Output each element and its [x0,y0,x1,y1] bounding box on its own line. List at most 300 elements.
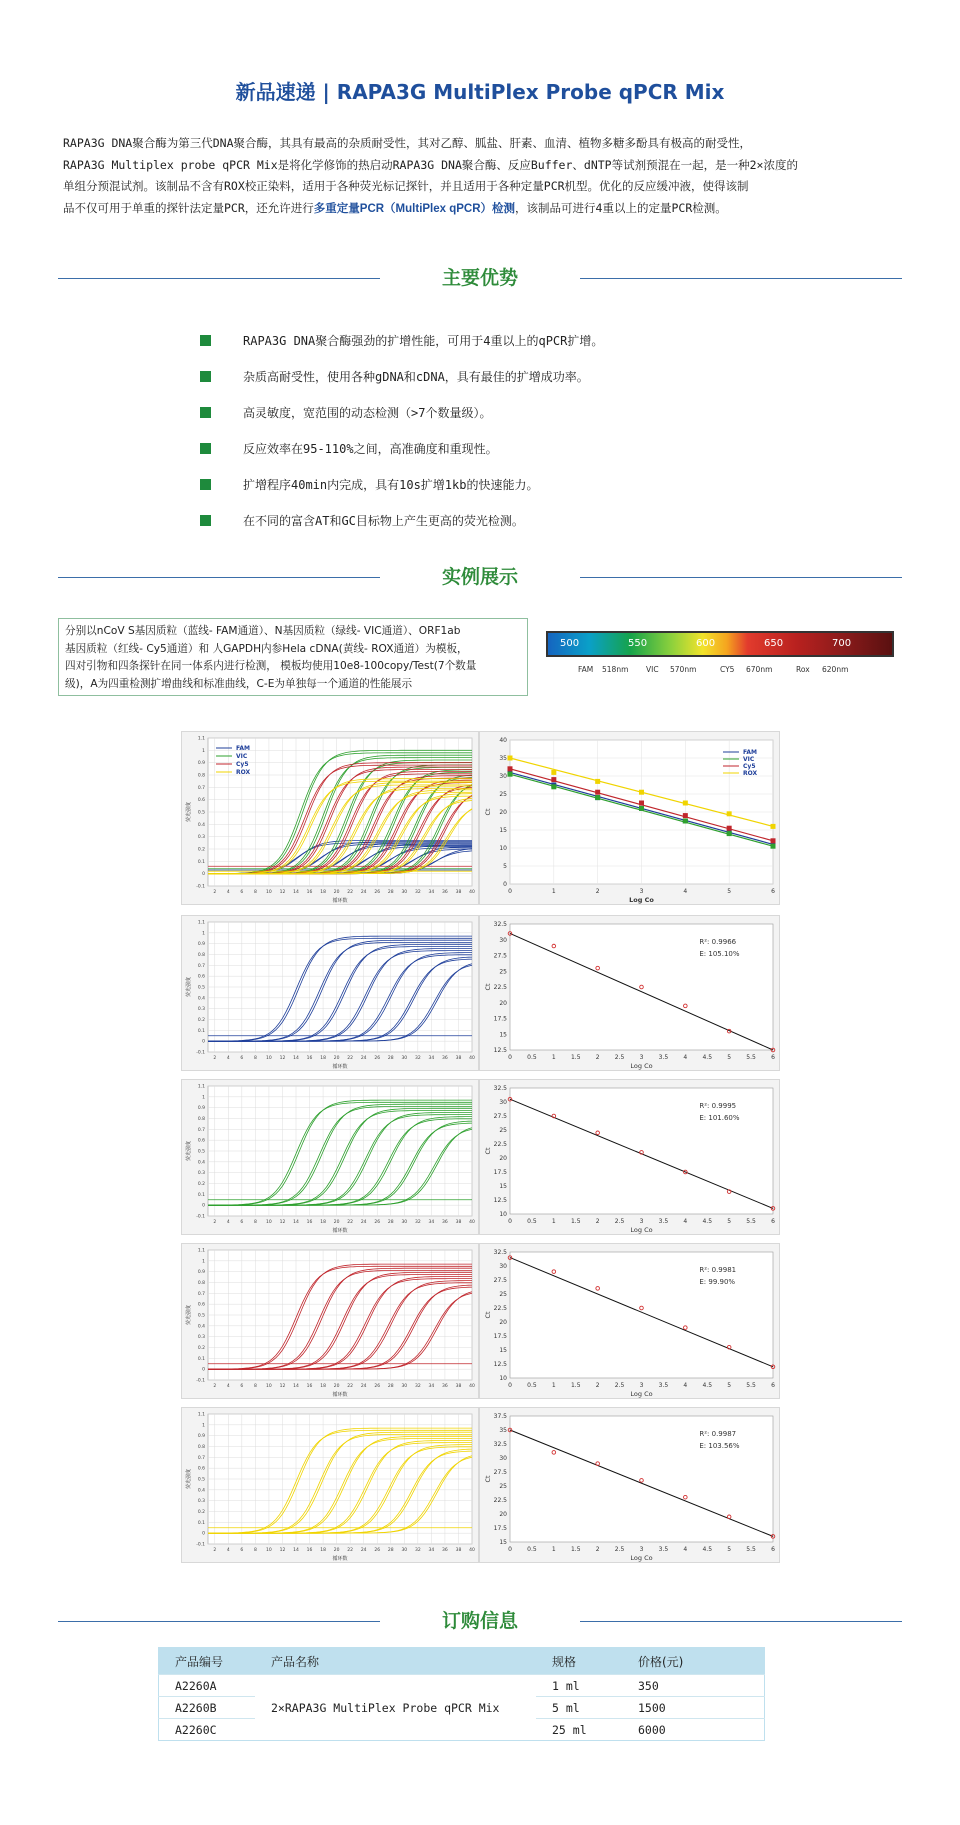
y-tick-label: 12.5 [493,1047,507,1054]
x-tick-label: 30 [401,1220,408,1225]
x-tick-label: 28 [387,1220,394,1225]
intro-highlight: 多重定量PCR（MultiPlex qPCR）检测 [313,202,516,215]
y-tick-label: 0.1 [197,859,205,865]
x-tick-label: 0 [508,888,512,895]
data-point [771,838,776,843]
x-tick-label: 0.5 [527,1218,537,1225]
y-tick-label: 0.8 [197,773,205,779]
standard-curve-chart-svg [480,732,781,906]
amplification-chart [181,731,479,905]
y-tick-label: 35 [499,1427,507,1434]
x-tick-label: 20 [333,890,340,895]
y-axis-label: 荧光强度 [186,801,192,823]
y-tick-label: 17.5 [493,1525,507,1532]
note-line: 基因质粒（红线- Cy5通道）和 人GAPDH内参Hela cDNA(黄线- ROX通道）为模板， [65,642,468,655]
data-point [508,766,513,771]
product-spec: 1 ml [536,1675,622,1697]
x-tick-label: 10 [266,1056,272,1061]
x-tick-label: 24 [360,1220,367,1225]
x-tick-label: 4.5 [702,1382,713,1389]
x-tick-label: 28 [387,890,394,895]
dye-label: FAM [578,665,594,674]
intro-line: RAPA3G DNA聚合酶为第三代DNA聚合酶，其具有最高的杂质耐受性，其对乙醇、胍盐、肝素、血清、植物多糖多酚具有极高的耐受性， [63,136,752,150]
data-point [771,824,776,829]
x-tick-label: 2 [595,1382,600,1389]
x-tick-label: 26 [374,1384,381,1389]
x-axis-label: Log Co [630,1390,653,1398]
y-tick-label: 20 [499,1155,507,1162]
x-tick-label: 40 [469,1220,475,1225]
x-tick-label: 4 [683,1054,688,1061]
list-item [200,394,760,430]
x-tick-label: 4 [226,1056,230,1061]
dye-label: 670nm [746,665,773,674]
x-tick-label: 16 [306,1384,313,1389]
column-header: 产品编号 [159,1648,256,1675]
x-tick-label: 2.5 [614,1382,625,1389]
y-tick-label: 0.7 [197,963,205,969]
x-tick-label: 16 [306,1548,313,1553]
list-item [200,502,760,538]
y-tick-label: -0.1 [196,1542,205,1548]
x-tick-label: 6 [771,1382,775,1389]
legend-label: Cy5 [743,763,756,770]
data-point [551,777,556,782]
standard-curve-chart-svg [480,1408,781,1564]
x-tick-label: 2 [213,890,217,895]
y-tick-label: 27.5 [493,1277,507,1284]
y-tick-label: 32.5 [493,1085,507,1092]
intro-text: 品不仅可用于单重的探针法定量PCR，还允许进行 [63,200,314,215]
x-tick-label: 1 [551,1382,556,1389]
x-axis-label: Log Co [630,1062,653,1070]
y-tick-label: 0 [202,1039,205,1045]
x-tick-label: 18 [320,1548,326,1553]
y-axis-label: Ct [484,1311,492,1319]
x-tick-label: 1.5 [570,1218,581,1225]
y-tick-label: 17.5 [493,1169,507,1176]
legend-label: FAM [743,749,758,756]
data-point [508,756,513,761]
y-tick-label: 15 [499,1031,507,1039]
x-tick-label: 6 [240,890,244,895]
x-tick-label: 26 [374,1056,381,1061]
list-item-text: 杂质高耐受性，使用各种gDNA和cDNA，具有最佳的扩增成功率。 [243,369,589,384]
amplification-chart-svg [182,1244,480,1400]
x-tick-label: 8 [253,1220,257,1225]
y-axis-label: 荧光强度 [186,1304,192,1326]
x-axis-label: Log Co [630,1226,653,1234]
x-tick-label: 1.5 [570,1546,581,1553]
y-tick-label: 12.5 [493,1361,507,1368]
x-tick-label: 8 [253,1056,257,1061]
x-tick-label: 24 [360,890,367,895]
y-tick-label: 0 [202,1531,205,1537]
x-tick-label: 40 [469,1056,475,1061]
x-tick-label: 14 [293,1220,299,1225]
x-tick-label: 2 [595,1546,600,1553]
standard-curve-chart-svg [480,1244,781,1400]
y-tick-label: 0.7 [197,1455,205,1461]
x-tick-label: 14 [293,1384,299,1389]
y-axis-label: Ct [484,983,492,991]
intro-text: ，该制品可进行4重以上的定量PCR检测。 [515,200,727,215]
y-tick-label: 0.9 [197,1106,205,1112]
y-tick-label: 0.7 [197,1291,205,1297]
data-point [727,811,732,816]
x-tick-label: 1 [551,1218,556,1225]
x-tick-label: 4 [683,888,688,895]
section-header-examples [58,564,902,590]
x-tick-label: 30 [401,1548,408,1553]
amplification-chart [181,915,479,1071]
x-tick-label: 36 [442,890,448,895]
x-tick-label: 32 [414,1220,421,1225]
x-tick-label: 22 [347,890,354,895]
x-tick-label: 34 [428,1548,435,1553]
x-tick-label: 5 [727,1546,732,1553]
y-tick-label: 0.2 [197,1182,205,1187]
product-code: A2260B [159,1697,256,1719]
section-title: 订购信息 [441,1610,518,1632]
legend-label: VIC [236,753,248,760]
x-tick-label: 22 [347,1548,354,1553]
x-tick-label: 32 [414,1384,421,1389]
y-tick-label: 20 [499,1511,507,1518]
data-point [727,831,732,836]
y-axis-label: Ct [484,808,492,816]
x-tick-label: 4.5 [702,1218,713,1225]
y-tick-label: 0.3 [197,1007,205,1013]
y-axis-label: Ct [484,1475,492,1483]
standard-curve-chart [479,731,780,905]
y-tick-label: 30 [499,1263,507,1270]
data-point [683,801,688,806]
x-tick-label: 2 [595,888,600,895]
x-tick-label: 12 [279,1056,286,1061]
product-code: A2260A [159,1675,256,1697]
dye-label: 518nm [602,665,629,674]
y-tick-label: 0 [202,1203,205,1209]
spectrum-tick: 500 [560,638,580,649]
dye-label: VIC [646,665,659,674]
y-tick-label: 32.5 [493,921,507,928]
y-tick-label: 0.1 [197,1520,205,1526]
x-tick-label: 10 [266,1220,272,1225]
y-tick-label: 15 [499,1347,507,1354]
x-tick-label: 6 [240,1220,244,1225]
x-tick-label: 36 [442,1220,448,1225]
list-item-text: 高灵敏度，宽范围的动态检测（>7个数量级）。 [243,405,492,420]
x-tick-label: 4 [683,1218,688,1225]
legend-label: ROX [236,769,251,776]
note-line: 四对引物和四条探针在同一体系内进行检测， 模板均使用10e8-100copy/Test(7个数量 [65,660,477,672]
x-tick-label: 30 [401,1384,408,1389]
y-tick-label: 1.1 [197,920,205,926]
x-tick-label: 5.5 [746,1546,756,1553]
spectrum-tick: 700 [832,638,852,649]
x-tick-label: 5 [727,1382,732,1389]
example-note-box [58,618,528,696]
product-spec: 25 ml [536,1719,622,1741]
efficiency-label: E: 105.10% [699,950,740,958]
x-tick-label: 2.5 [614,1054,625,1061]
divider [580,1621,902,1622]
product-price: 1500 [622,1697,765,1719]
x-tick-label: 3.5 [658,1054,669,1061]
x-tick-label: 32 [414,1548,421,1553]
y-tick-label: 22.5 [493,984,507,991]
x-tick-label: 28 [387,1384,394,1389]
y-axis-label: 荧光强度 [186,1140,192,1162]
y-tick-label: 1.1 [197,1412,205,1418]
y-tick-label: 10 [499,1211,507,1218]
y-tick-label: 17.5 [493,1333,507,1340]
y-tick-label: 0.9 [197,1434,205,1440]
data-point [508,772,513,777]
x-tick-label: 0 [508,1546,512,1553]
amplification-chart [181,1407,479,1563]
y-tick-label: 0.9 [197,942,205,948]
y-tick-label: 0.8 [197,1117,205,1122]
x-tick-label: 20 [333,1056,340,1061]
data-point [639,806,644,811]
x-tick-label: 30 [401,1056,408,1061]
x-tick-label: 6 [240,1384,244,1389]
y-tick-label: 17.5 [493,1015,507,1023]
y-tick-label: 0.6 [197,1138,205,1144]
x-tick-label: 4 [683,1546,688,1553]
amplification-chart-svg [182,1408,480,1564]
amplification-chart-svg [182,916,480,1072]
standard-curve-chart-svg [480,1080,781,1236]
y-tick-label: 25 [499,968,507,976]
list-item [200,358,760,394]
standard-curve-chart [479,1243,780,1399]
wavelength-spectrum-bar [546,631,894,657]
y-tick-label: -0.1 [196,1214,205,1220]
y-tick-label: 0.5 [197,810,205,816]
standard-curve-chart-svg [480,916,781,1072]
x-tick-label: 12 [279,1220,286,1225]
y-tick-label: 27.5 [493,952,507,960]
x-tick-label: 10 [266,890,272,895]
data-point [551,770,556,775]
dye-label: 570nm [670,665,697,674]
y-tick-label: 0.7 [197,785,205,791]
data-point [727,826,732,831]
x-tick-label: 3.5 [658,1546,669,1553]
x-tick-label: 1.5 [570,1382,581,1389]
x-tick-label: 18 [320,1384,326,1389]
y-tick-label: 0.4 [197,822,205,828]
product-name: 2×RAPA3G MultiPlex Probe qPCR Mix [255,1675,536,1741]
y-tick-label: 37.5 [493,1413,507,1420]
product-price: 6000 [622,1719,765,1741]
amplification-chart-svg [182,732,480,906]
amplification-chart [181,1243,479,1399]
x-tick-label: 38 [455,1220,462,1225]
y-axis-label: 荧光强度 [186,1468,192,1490]
x-tick-label: 3 [639,888,644,895]
y-tick-label: 0 [202,1367,205,1373]
y-tick-label: 0.5 [197,1477,205,1483]
spectrum-tick: 600 [696,638,716,649]
x-tick-label: 0.5 [527,1382,537,1389]
data-point [771,844,776,849]
efficiency-label: E: 99.90% [699,1278,736,1286]
dye-label: CY5 [720,665,735,674]
y-tick-label: 0.3 [197,1499,205,1505]
column-header: 规格 [536,1648,622,1675]
bullet-square-icon [200,515,211,526]
x-tick-label: 36 [442,1548,448,1553]
section-header-ordering [58,1608,902,1634]
y-tick-label: 0.8 [197,1445,205,1450]
x-axis-label: Log Co [629,896,654,904]
table-row [159,1675,765,1697]
x-tick-label: 0 [508,1218,512,1225]
x-tick-label: 3 [639,1382,644,1389]
x-tick-label: 6 [240,1056,244,1061]
intro-line: RAPA3G Multiplex probe qPCR Mix是将化学修饰的热启动RAPA3G DNA聚合酶、反应Buffer、dNTP等试剂预混在一起，是一种2×浓度的 [63,157,798,172]
y-tick-label: 0.5 [197,985,205,991]
y-tick-label: 0 [202,872,205,878]
standard-curve-chart [479,1407,780,1563]
legend-label: VIC [743,756,755,763]
y-tick-label: 15 [499,827,507,834]
data-point [639,790,644,795]
y-tick-label: 25 [499,791,507,798]
x-tick-label: 1 [551,1054,556,1061]
y-tick-label: 10 [499,1375,507,1382]
x-axis-label: 循环数 [332,1556,348,1562]
x-tick-label: 32 [414,1056,421,1061]
list-item-text: 扩增程序40min内完成，具有10s扩增1kb的快速能力。 [243,477,539,492]
y-tick-label: 0.8 [197,1281,205,1286]
y-tick-label: 0.9 [197,1270,205,1276]
y-tick-label: 0.6 [197,798,205,804]
r-squared-label: R²: 0.9966 [699,938,737,946]
y-tick-label: 30 [499,936,507,944]
x-tick-label: 28 [387,1548,394,1553]
y-tick-label: 27.5 [493,1469,507,1476]
x-tick-label: 18 [320,1220,326,1225]
list-item [200,322,760,358]
x-tick-label: 3 [639,1546,644,1553]
x-tick-label: 0 [508,1382,512,1389]
y-tick-label: 1 [202,1095,205,1101]
x-tick-label: 36 [442,1384,448,1389]
x-tick-label: 26 [374,1548,381,1553]
x-tick-label: 20 [333,1384,340,1389]
standard-curve-chart [479,915,780,1071]
x-tick-label: 4.5 [702,1546,713,1553]
y-tick-label: 0.1 [197,1192,205,1198]
intro-line: 单组分预混试剂。该制品不含有ROX校正染料，适用于各种荧光标记探针，并且适用于各种定量PCR机型。优化的反应缓冲液，使得该制 [63,179,749,193]
y-tick-label: 0 [503,881,507,888]
x-axis-label: 循环数 [332,1228,348,1234]
x-tick-label: 34 [428,1384,435,1389]
x-tick-label: 14 [293,1548,299,1553]
x-tick-label: 6 [240,1548,244,1553]
column-header: 价格(元) [622,1648,765,1675]
y-tick-label: 0.3 [197,835,205,841]
y-tick-label: 1 [202,748,205,754]
x-tick-label: 22 [347,1384,354,1389]
x-tick-label: 34 [428,1220,435,1225]
x-tick-label: 8 [253,890,257,895]
product-price: 350 [622,1675,765,1697]
x-tick-label: 5.5 [746,1218,756,1225]
x-tick-label: 4 [226,1384,230,1389]
x-tick-label: 10 [266,1548,272,1553]
x-tick-label: 5 [727,888,732,895]
x-tick-label: 20 [333,1548,340,1553]
x-tick-label: 16 [306,1220,313,1225]
x-tick-label: 12 [279,890,286,895]
list-item-text: 反应效率在95-110%之间，高准确度和重现性。 [243,441,498,456]
x-axis-label: 循环数 [332,898,348,904]
efficiency-label: E: 101.60% [699,1114,740,1122]
x-axis-label: 循环数 [332,1392,348,1398]
y-tick-label: 1.1 [197,736,205,742]
y-tick-label: 0.8 [197,953,205,958]
x-tick-label: 6 [771,1546,775,1553]
y-tick-label: 30 [499,1455,507,1462]
data-point [639,801,644,806]
list-item-text: RAPA3G DNA聚合酶强劲的扩增性能，可用于4重以上的qPCR扩增。 [243,333,604,348]
y-tick-label: 0.2 [197,1346,205,1351]
y-tick-label: 0.5 [197,1149,205,1155]
data-point [551,784,556,789]
y-tick-label: 25 [499,1291,507,1298]
y-tick-label: 22.5 [493,1497,507,1504]
x-tick-label: 20 [333,1220,340,1225]
x-tick-label: 4 [226,1548,230,1553]
y-tick-label: 0.6 [197,974,205,980]
y-tick-label: 0.4 [197,996,205,1002]
dye-label: 620nm [822,665,849,674]
data-point [595,795,600,800]
x-tick-label: 14 [293,1056,299,1061]
x-tick-label: 38 [455,1548,462,1553]
y-tick-label: 35 [499,755,507,762]
y-tick-label: 15 [499,1183,507,1190]
divider [580,577,902,578]
x-tick-label: 40 [469,1548,475,1553]
divider [580,278,902,279]
x-axis-label: 循环数 [332,1064,348,1070]
x-tick-label: 16 [306,890,313,895]
x-tick-label: 22 [347,1056,354,1061]
spectrum-tick: 650 [764,638,784,649]
x-tick-label: 38 [455,1384,462,1389]
x-tick-label: 10 [266,1384,272,1389]
x-tick-label: 34 [428,890,435,895]
y-tick-label: 0.3 [197,1171,205,1177]
dye-label: Rox [796,665,810,674]
x-tick-label: 1.5 [570,1054,581,1061]
data-point [595,779,600,784]
x-tick-label: 38 [455,1056,462,1061]
x-tick-label: 30 [401,890,408,895]
y-axis-label: Ct [484,1147,492,1155]
y-tick-label: 20 [499,1319,507,1326]
x-tick-label: 0 [508,1054,512,1061]
x-tick-label: 12 [279,1384,286,1389]
x-tick-label: 3.5 [658,1218,669,1225]
